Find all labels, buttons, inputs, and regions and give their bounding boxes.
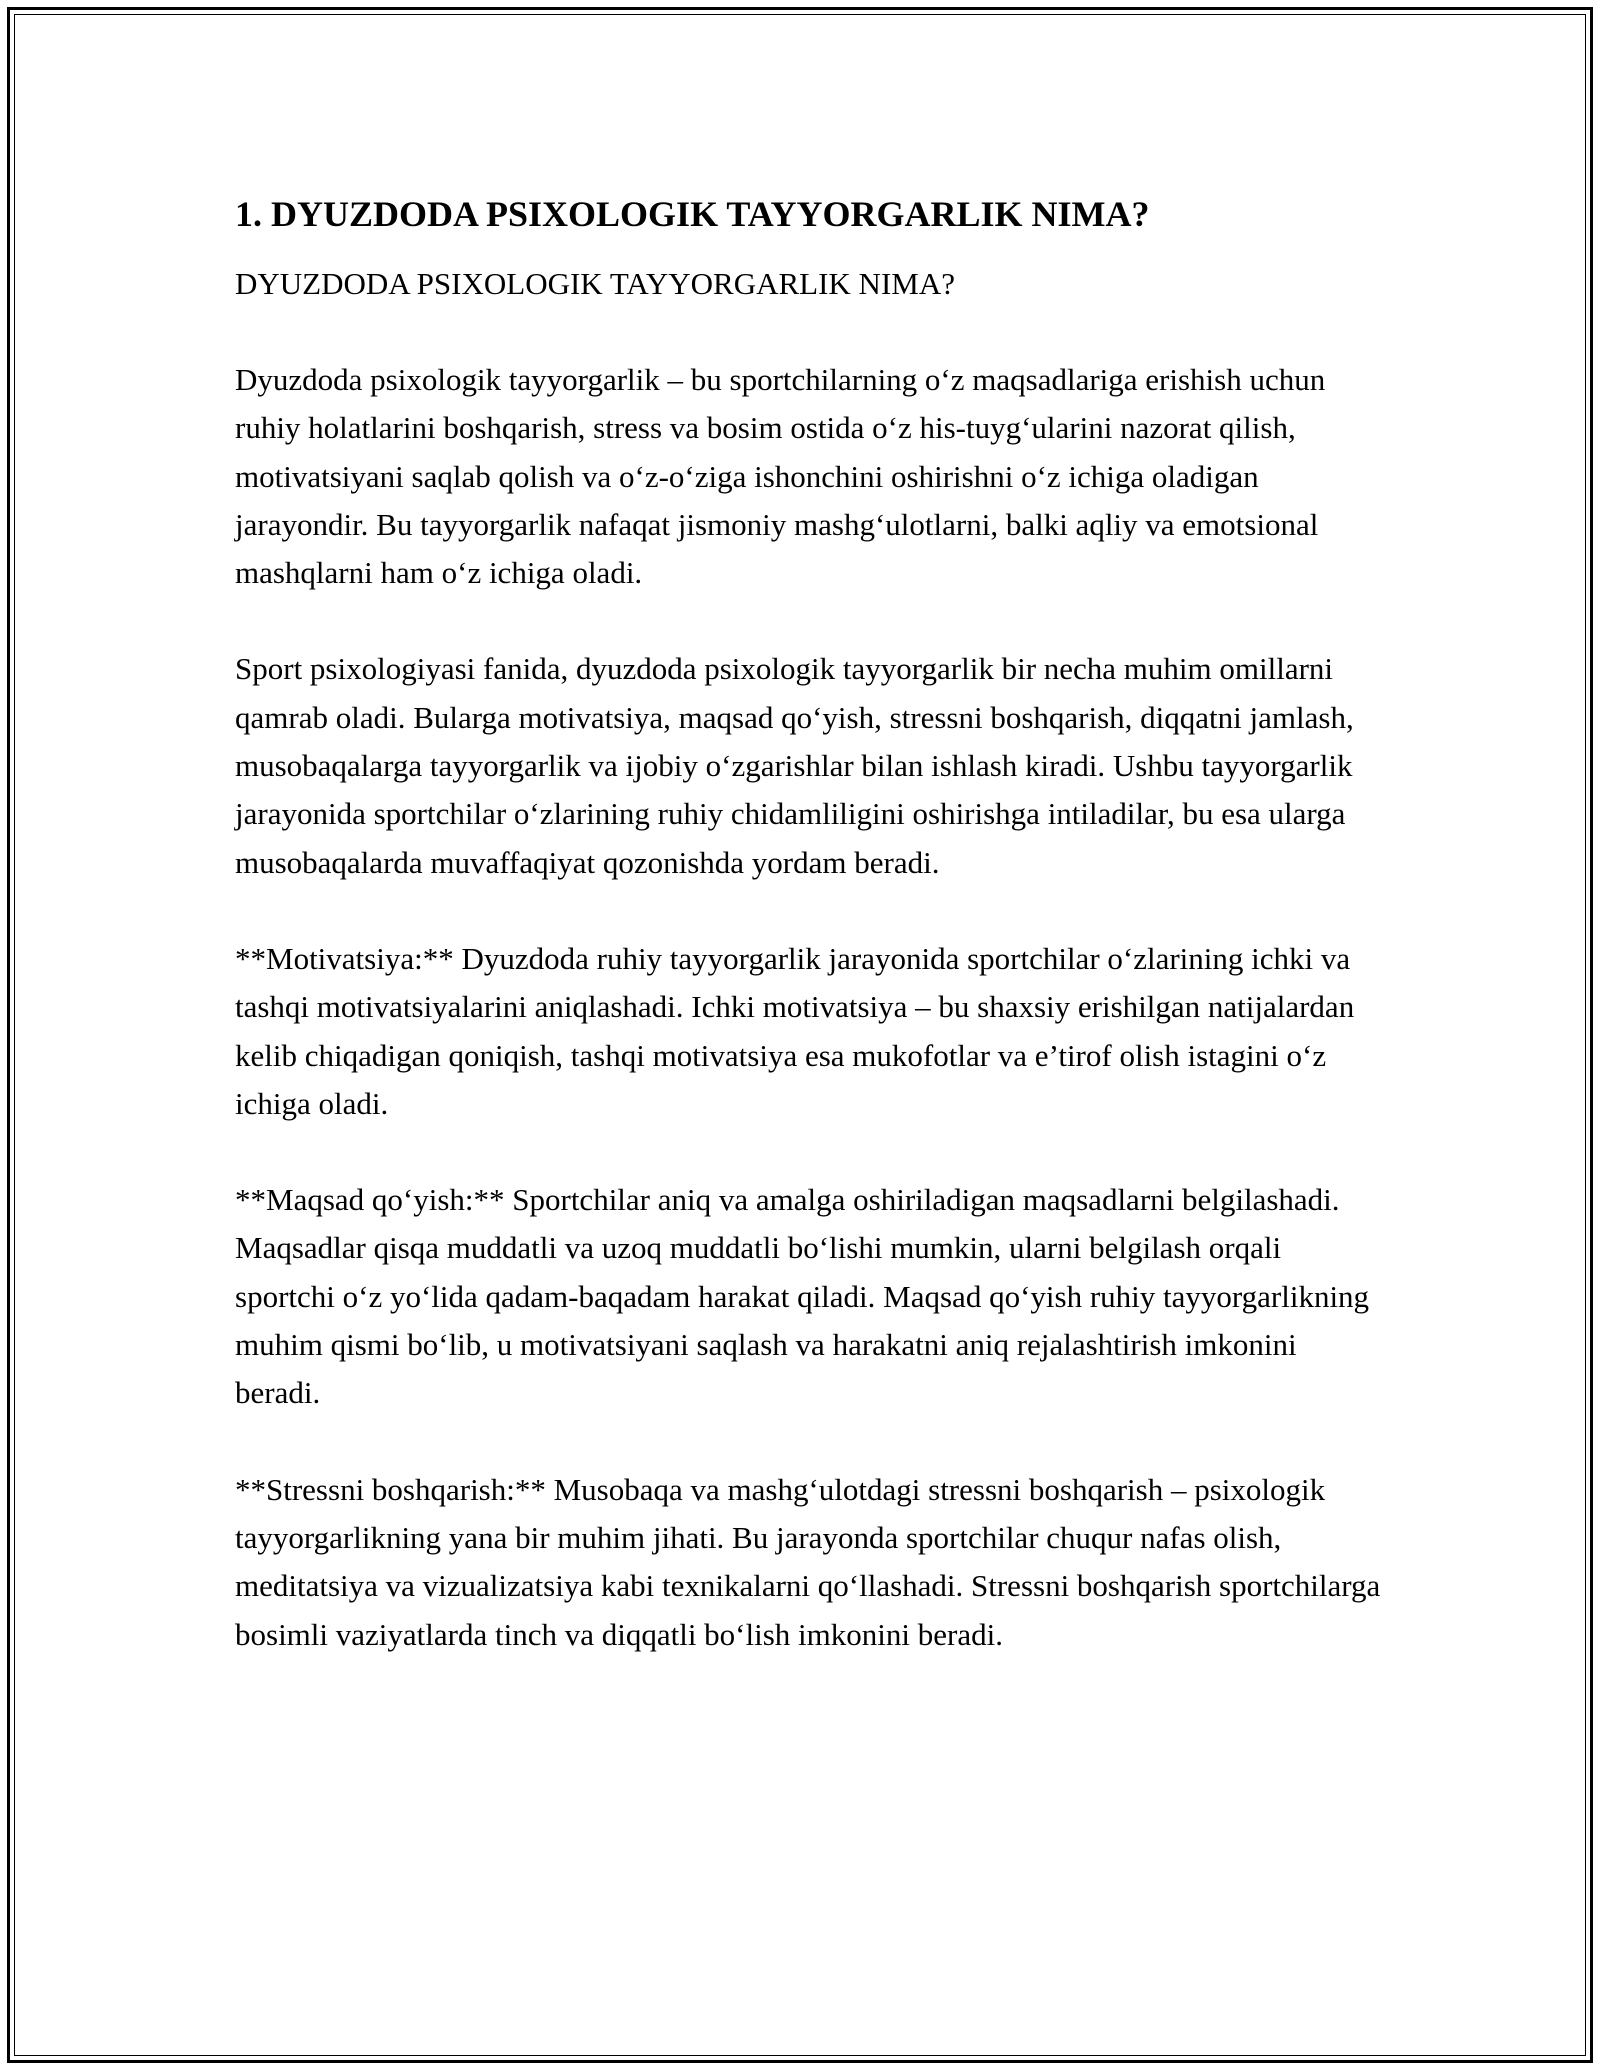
paragraph-sport-psychology: Sport psixologiyasi fanida, dyuzdoda psixologik tayyorgarlik bir necha muhim omillarni qamrab oladi. Bularga motivatsiya, maqsad qo‘yish, stressni boshqarish, diqqatni jamlash, musobaqalarga tayyorgarlik va ijobiy o‘zgarishlar bilan ishlash kiradi. Ushbu tayyorgarlik jarayonida sportchilar o‘zlarining ruhiy chidamliligini oshirishga intiladilar, bu esa ularga musobaqalarda muvaffaqiyat qozonishda yordam beradi. [235,651,1354,880]
paragraph-intro: Dyuzdoda psixologik tayyorgarlik – bu sportchilarning o‘z maqsadlariga erishish uchun ruhiy holatlarini boshqarish, stress va bosim ostida o‘z his-tuyg‘ularini nazorat qilish, motivatsiyani saqlab qolish va o‘z-o‘ziga ishonchini oshirishni o‘z ichiga oladigan jarayondir. Bu tayyorgarlik nafaqat jismoniy mashg‘ulotlarni, balki aqliy va emotsional mashqlarni ham o‘z ichiga oladi. [235,362,1326,591]
paragraph-stress-management: **Stressni boshqarish:** Musobaqa va mashg‘ulotdagi stressni boshqarish – psixologik tayyorgarlikning yana bir muhim jihati. Bu jarayonda sportchilar chuqur nafas olish, meditatsiya va vizualizatsiya kabi texnikalarni qo‘llashadi. Stressni boshqarish sportchilarga bosimli vaziyatlarda tinch va diqqatli bo‘lish imkonini beradi. [235,1471,1381,1652]
document-subtitle: DYUZDODA PSIXOLOGIK TAYYORGARLIK NIMA? [235,266,955,301]
paragraph-goal-setting: **Maqsad qo‘yish:** Sportchilar aniq va amalga oshiriladigan maqsadlarni belgilashadi. Maqsadlar qisqa muddatli va uzoq muddatli bo‘lishi mumkin, ularni belgilash orqali sportchi o‘z yo‘lida qadam-baqadam harakat qiladi. Maqsad qo‘yish ruhiy tayyorgarlikning muhim qismi bo‘lib, u motivatsiyani saqlash va harakatni aniq rejalashtirish imkonini beradi. [235,1182,1370,1411]
document-title: 1. DYUZDODA PSIXOLOGIK TAYYORGARLIK NIMA? [235,194,1150,234]
paragraph-motivation: **Motivatsiya:** Dyuzdoda ruhiy tayyorgarlik jarayonida sportchilar o‘zlarining ichki va tashqi motivatsiyalarini aniqlashadi. Ichki motivatsiya – bu shaxsiy erishilgan natijalardan kelib chiqadigan qoniqish, tashqi motivatsiya esa mukofotlar va e’tirof olish istagini o‘z ichiga oladi. [235,940,1355,1121]
document-body [235,182,1385,1659]
